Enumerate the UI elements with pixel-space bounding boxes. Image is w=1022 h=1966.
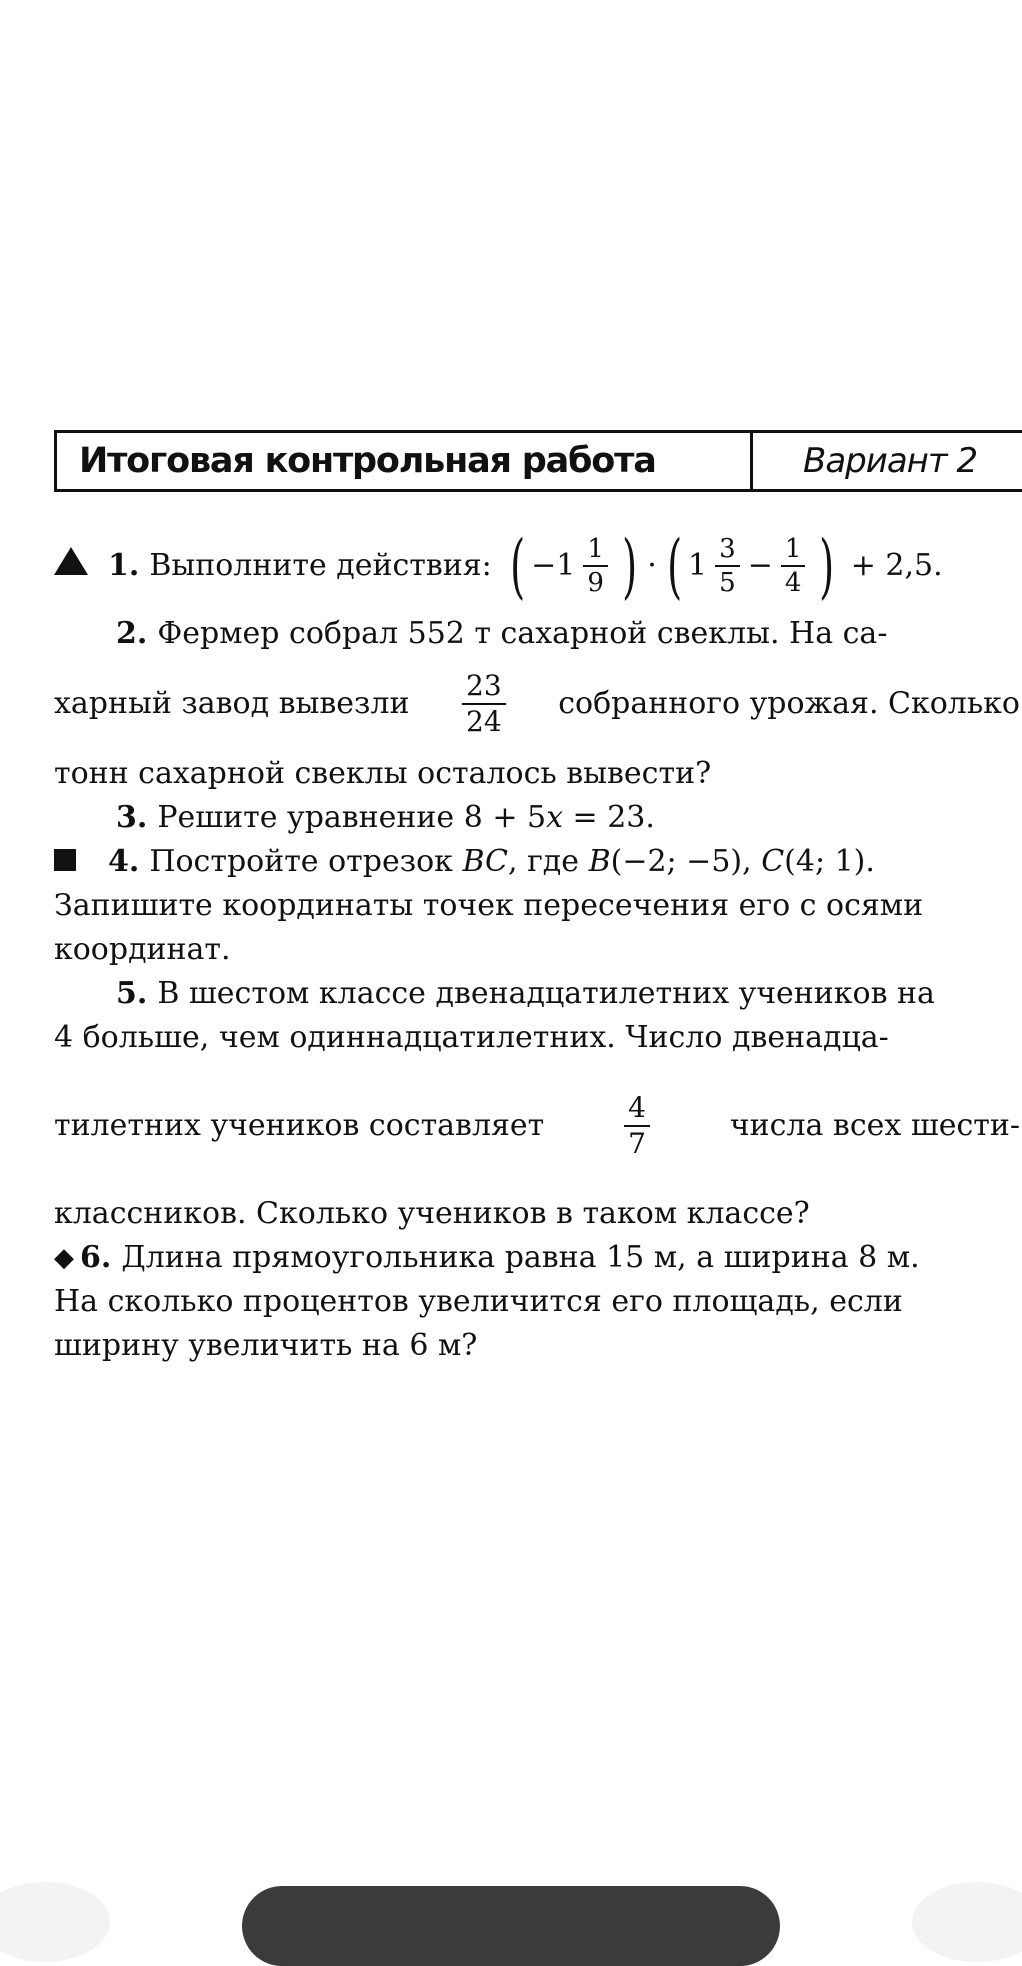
coords-c: (4; 1). [784,844,875,879]
minus-sign: − [747,548,773,583]
problem-text: Постройте отрезок [149,844,463,879]
segment-name: BC [462,844,508,879]
triangle-marker-icon [54,544,94,588]
problem-6-line-2 [54,1280,1020,1324]
page-title: Итоговая контрольная работа [57,433,753,489]
square-marker-icon [54,840,94,884]
problem-text: = 23. [563,800,655,835]
fraction: $\frac{1}{9}$ [583,536,608,596]
problem-text: В шестом классе двенадцатилетних учеников на [157,976,935,1011]
problem-4-line-2 [54,884,1020,928]
problem-number: 6. [80,1240,112,1275]
problem-list [54,520,1020,1368]
fraction: $\frac{23}{24}$ [462,672,506,736]
diamond-marker-icon: ◆ [54,1243,74,1273]
fraction: $\frac{4}{7}$ [624,1094,650,1158]
problem-text: классников. Сколько учеников в таком классе? [54,1196,810,1231]
problem-text: На сколько процентов увеличится его площадь, если [54,1284,903,1319]
problem-text: числа всех шести- [729,1108,1020,1143]
problem-5-line-2 [54,1016,1020,1060]
bottom-left-overlay [0,1882,110,1962]
problem-6-line-1 [54,1236,1020,1280]
problem-1 [54,520,1020,612]
problem-text: Фермер собрал 552 т сахарной свеклы. На са- [157,616,888,651]
problem-3 [54,796,1020,840]
bottom-action-bar[interactable] [242,1886,780,1966]
problem-text: Длина прямоугольника равна 15 м, а ширина 8 м. [121,1240,920,1275]
problem-number: 2. [116,616,148,651]
fraction: $\frac{3}{5}$ [715,536,740,596]
problem-4-line-1 [54,840,1020,884]
problem-text: тилетних учеников составляет [54,1108,545,1143]
problem-number: 4. [108,844,140,879]
expression-tail: + 2,5. [850,548,943,583]
problem-text: 4 больше, чем одиннадцатилетних. Число двенадца- [54,1020,889,1055]
variable: x [546,800,564,835]
problem-text: координат. [54,932,231,967]
problem-6-line-3 [54,1324,1020,1368]
whole-part: 1 [688,548,708,583]
problem-2-line-2 [54,656,1020,752]
problem-text: харный завод вывезли [54,686,410,721]
problem-text: тонн сахарной свеклы осталось вывести? [54,756,712,791]
point-b: B [588,844,611,879]
problem-text: собранного урожая. Сколько [558,686,1020,721]
header-box [54,430,1022,492]
problem-5-line-3 [54,1060,1020,1192]
problem-text: , где [508,844,589,879]
math-expression: ( −1 $\frac{1}{9}$ ) · ( 1 $\frac{3}{5}$ − $\frac{1}{4}$ ) + 2,5. [509,525,943,607]
problem-2-line-1 [54,612,1020,656]
problem-text: Решите уравнение 8 + 5 [157,800,547,835]
problem-text: Запишите координаты точек пересечения его с осями [54,888,924,923]
problem-text: ширину увеличить на 6 м? [54,1328,478,1363]
problem-number: 1. [108,548,140,583]
problem-4-line-3 [54,928,1020,972]
problem-number: 5. [116,976,148,1011]
fraction: $\frac{1}{4}$ [781,536,806,596]
multiply-sign: · [647,548,657,583]
variant-label: Вариант 2 [803,441,978,481]
problem-text: Выполните действия: [149,548,492,583]
whole-part: −1 [531,548,576,583]
point-c: C [761,844,785,879]
problem-5-line-4 [54,1192,1020,1236]
problem-2-line-3 [54,752,1020,796]
problem-5-line-1 [54,972,1020,1016]
coords-b: (−2; −5), [610,844,762,879]
bottom-right-overlay [912,1882,1022,1962]
problem-number: 3. [116,800,148,835]
